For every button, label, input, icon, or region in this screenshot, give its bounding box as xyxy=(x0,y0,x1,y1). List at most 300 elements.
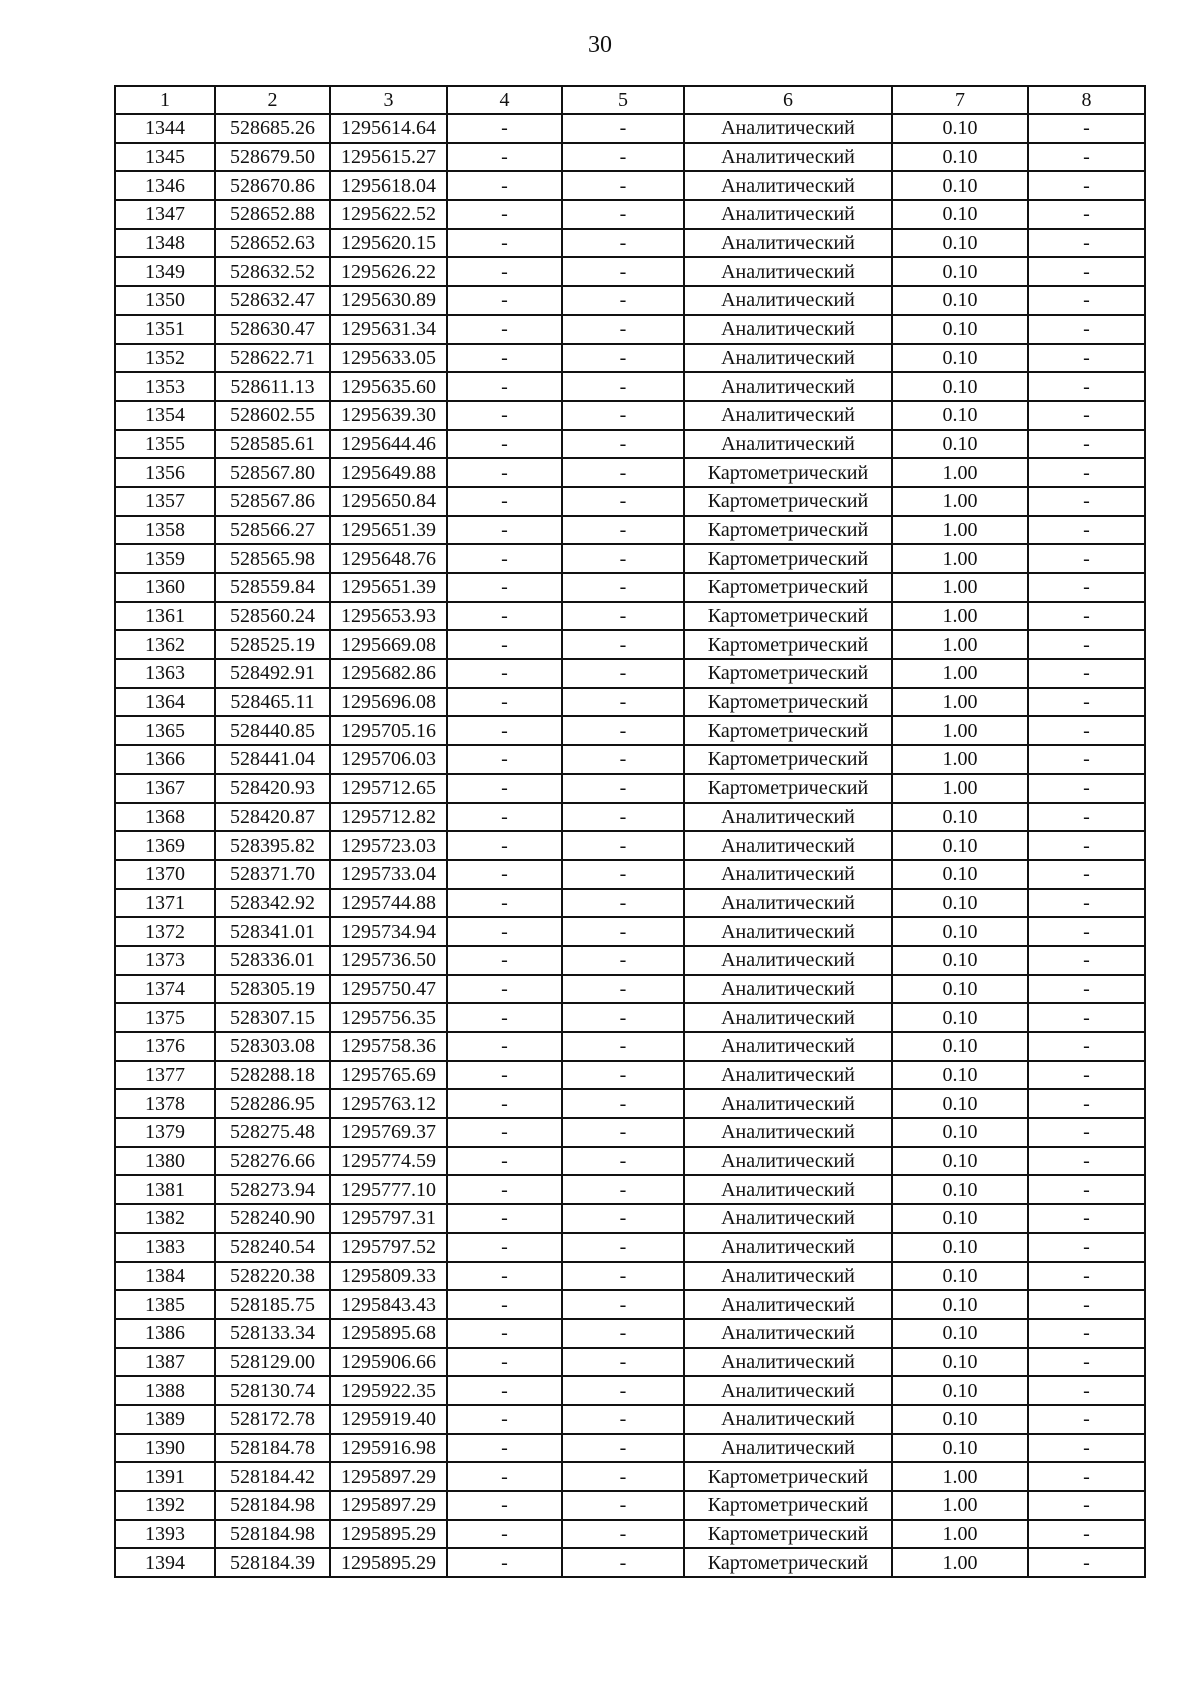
column-8-cell: - xyxy=(1028,315,1145,344)
column-4-cell: - xyxy=(447,1175,562,1204)
accuracy-cell: 0.10 xyxy=(892,803,1028,832)
column-5-cell: - xyxy=(562,1147,684,1176)
y-coordinate-cell: 1295809.33 xyxy=(330,1262,447,1291)
column-4-cell: - xyxy=(447,1089,562,1118)
accuracy-cell: 0.10 xyxy=(892,1348,1028,1377)
column-5-cell: - xyxy=(562,1462,684,1491)
column-5-cell: - xyxy=(562,975,684,1004)
x-coordinate-cell: 528465.11 xyxy=(215,688,330,717)
column-4-cell: - xyxy=(447,487,562,516)
column-8-cell: - xyxy=(1028,917,1145,946)
x-coordinate-cell: 528567.86 xyxy=(215,487,330,516)
y-coordinate-cell: 1295895.68 xyxy=(330,1319,447,1348)
method-cell: Аналитический xyxy=(684,803,892,832)
x-coordinate-cell: 528670.86 xyxy=(215,171,330,200)
column-4-cell: - xyxy=(447,889,562,918)
y-coordinate-cell: 1295682.86 xyxy=(330,659,447,688)
point-number-cell: 1373 xyxy=(115,946,215,975)
point-number-cell: 1356 xyxy=(115,458,215,487)
y-coordinate-cell: 1295895.29 xyxy=(330,1520,447,1549)
table-row xyxy=(115,401,1145,430)
column-4-cell: - xyxy=(447,716,562,745)
column-4-cell: - xyxy=(447,1061,562,1090)
column-5-cell: - xyxy=(562,171,684,200)
x-coordinate-cell: 528567.80 xyxy=(215,458,330,487)
column-4-cell: - xyxy=(447,344,562,373)
column-8-cell: - xyxy=(1028,286,1145,315)
x-coordinate-cell: 528133.34 xyxy=(215,1319,330,1348)
table-row xyxy=(115,1089,1145,1118)
accuracy-cell: 0.10 xyxy=(892,1204,1028,1233)
accuracy-cell: 1.00 xyxy=(892,630,1028,659)
x-coordinate-cell: 528172.78 xyxy=(215,1405,330,1434)
point-number-cell: 1346 xyxy=(115,171,215,200)
accuracy-cell: 0.10 xyxy=(892,200,1028,229)
table-row xyxy=(115,1032,1145,1061)
column-5-cell: - xyxy=(562,544,684,573)
column-8-cell: - xyxy=(1028,716,1145,745)
column-4-cell: - xyxy=(447,1548,562,1577)
column-header: 2 xyxy=(215,86,330,114)
x-coordinate-cell: 528130.74 xyxy=(215,1376,330,1405)
method-cell: Картометрический xyxy=(684,516,892,545)
column-4-cell: - xyxy=(447,1520,562,1549)
column-5-cell: - xyxy=(562,1376,684,1405)
method-cell: Аналитический xyxy=(684,1405,892,1434)
column-4-cell: - xyxy=(447,688,562,717)
column-4-cell: - xyxy=(447,286,562,315)
accuracy-cell: 0.10 xyxy=(892,1089,1028,1118)
column-4-cell: - xyxy=(447,602,562,631)
column-8-cell: - xyxy=(1028,229,1145,258)
x-coordinate-cell: 528305.19 xyxy=(215,975,330,1004)
accuracy-cell: 0.10 xyxy=(892,1405,1028,1434)
y-coordinate-cell: 1295696.08 xyxy=(330,688,447,717)
column-4-cell: - xyxy=(447,630,562,659)
column-8-cell: - xyxy=(1028,401,1145,430)
point-number-cell: 1390 xyxy=(115,1434,215,1463)
method-cell: Аналитический xyxy=(684,946,892,975)
y-coordinate-cell: 1295797.31 xyxy=(330,1204,447,1233)
point-number-cell: 1379 xyxy=(115,1118,215,1147)
accuracy-cell: 0.10 xyxy=(892,1262,1028,1291)
column-4-cell: - xyxy=(447,200,562,229)
accuracy-cell: 0.10 xyxy=(892,1319,1028,1348)
column-4-cell: - xyxy=(447,544,562,573)
column-4-cell: - xyxy=(447,975,562,1004)
column-4-cell: - xyxy=(447,774,562,803)
x-coordinate-cell: 528440.85 xyxy=(215,716,330,745)
column-4-cell: - xyxy=(447,573,562,602)
y-coordinate-cell: 1295653.93 xyxy=(330,602,447,631)
accuracy-cell: 1.00 xyxy=(892,659,1028,688)
table-row xyxy=(115,114,1145,143)
point-number-cell: 1344 xyxy=(115,114,215,143)
x-coordinate-cell: 528129.00 xyxy=(215,1348,330,1377)
page-number: 30 xyxy=(588,32,612,58)
table-row xyxy=(115,458,1145,487)
point-number-cell: 1375 xyxy=(115,1003,215,1032)
x-coordinate-cell: 528184.39 xyxy=(215,1548,330,1577)
accuracy-cell: 0.10 xyxy=(892,1061,1028,1090)
y-coordinate-cell: 1295723.03 xyxy=(330,831,447,860)
column-5-cell: - xyxy=(562,1118,684,1147)
column-8-cell: - xyxy=(1028,257,1145,286)
point-number-cell: 1354 xyxy=(115,401,215,430)
y-coordinate-cell: 1295650.84 xyxy=(330,487,447,516)
x-coordinate-cell: 528622.71 xyxy=(215,344,330,373)
column-8-cell: - xyxy=(1028,1233,1145,1262)
column-5-cell: - xyxy=(562,1262,684,1291)
column-5-cell: - xyxy=(562,430,684,459)
y-coordinate-cell: 1295897.29 xyxy=(330,1462,447,1491)
column-8-cell: - xyxy=(1028,774,1145,803)
column-8-cell: - xyxy=(1028,1520,1145,1549)
table-row xyxy=(115,716,1145,745)
point-number-cell: 1370 xyxy=(115,860,215,889)
table-row xyxy=(115,1434,1145,1463)
column-8-cell: - xyxy=(1028,745,1145,774)
method-cell: Аналитический xyxy=(684,257,892,286)
coordinates-table xyxy=(114,85,1146,1578)
accuracy-cell: 1.00 xyxy=(892,716,1028,745)
accuracy-cell: 0.10 xyxy=(892,975,1028,1004)
table-row xyxy=(115,630,1145,659)
column-5-cell: - xyxy=(562,1175,684,1204)
accuracy-cell: 0.10 xyxy=(892,257,1028,286)
x-coordinate-cell: 528441.04 xyxy=(215,745,330,774)
column-4-cell: - xyxy=(447,803,562,832)
column-4-cell: - xyxy=(447,1405,562,1434)
column-8-cell: - xyxy=(1028,1262,1145,1291)
table-row xyxy=(115,889,1145,918)
method-cell: Аналитический xyxy=(684,229,892,258)
column-4-cell: - xyxy=(447,430,562,459)
y-coordinate-cell: 1295633.05 xyxy=(330,344,447,373)
method-cell: Картометрический xyxy=(684,487,892,516)
y-coordinate-cell: 1295712.65 xyxy=(330,774,447,803)
method-cell: Картометрический xyxy=(684,1548,892,1577)
y-coordinate-cell: 1295614.64 xyxy=(330,114,447,143)
accuracy-cell: 1.00 xyxy=(892,573,1028,602)
table-row xyxy=(115,1175,1145,1204)
column-5-cell: - xyxy=(562,1548,684,1577)
point-number-cell: 1357 xyxy=(115,487,215,516)
y-coordinate-cell: 1295615.27 xyxy=(330,143,447,172)
y-coordinate-cell: 1295635.60 xyxy=(330,372,447,401)
x-coordinate-cell: 528184.78 xyxy=(215,1434,330,1463)
table-row xyxy=(115,1233,1145,1262)
table-row xyxy=(115,1147,1145,1176)
column-5-cell: - xyxy=(562,1348,684,1377)
point-number-cell: 1369 xyxy=(115,831,215,860)
table-row xyxy=(115,917,1145,946)
accuracy-cell: 0.10 xyxy=(892,1290,1028,1319)
column-5-cell: - xyxy=(562,860,684,889)
table-row xyxy=(115,1003,1145,1032)
point-number-cell: 1349 xyxy=(115,257,215,286)
point-number-cell: 1389 xyxy=(115,1405,215,1434)
column-4-cell: - xyxy=(447,1462,562,1491)
table-row xyxy=(115,774,1145,803)
column-5-cell: - xyxy=(562,946,684,975)
column-4-cell: - xyxy=(447,946,562,975)
column-5-cell: - xyxy=(562,1061,684,1090)
method-cell: Аналитический xyxy=(684,1003,892,1032)
table-row xyxy=(115,1462,1145,1491)
column-8-cell: - xyxy=(1028,1290,1145,1319)
column-8-cell: - xyxy=(1028,573,1145,602)
accuracy-cell: 0.10 xyxy=(892,1233,1028,1262)
table-row xyxy=(115,315,1145,344)
column-5-cell: - xyxy=(562,114,684,143)
method-cell: Аналитический xyxy=(684,1061,892,1090)
column-4-cell: - xyxy=(447,659,562,688)
table-row xyxy=(115,1204,1145,1233)
column-8-cell: - xyxy=(1028,1319,1145,1348)
y-coordinate-cell: 1295734.94 xyxy=(330,917,447,946)
y-coordinate-cell: 1295631.34 xyxy=(330,315,447,344)
accuracy-cell: 0.10 xyxy=(892,889,1028,918)
column-5-cell: - xyxy=(562,1089,684,1118)
column-4-cell: - xyxy=(447,315,562,344)
y-coordinate-cell: 1295733.04 xyxy=(330,860,447,889)
column-5-cell: - xyxy=(562,1319,684,1348)
x-coordinate-cell: 528341.01 xyxy=(215,917,330,946)
table-row xyxy=(115,1520,1145,1549)
point-number-cell: 1345 xyxy=(115,143,215,172)
x-coordinate-cell: 528420.93 xyxy=(215,774,330,803)
y-coordinate-cell: 1295897.29 xyxy=(330,1491,447,1520)
column-8-cell: - xyxy=(1028,372,1145,401)
x-coordinate-cell: 528565.98 xyxy=(215,544,330,573)
table-row xyxy=(115,1405,1145,1434)
method-cell: Картометрический xyxy=(684,458,892,487)
y-coordinate-cell: 1295644.46 xyxy=(330,430,447,459)
column-5-cell: - xyxy=(562,774,684,803)
x-coordinate-cell: 528184.98 xyxy=(215,1491,330,1520)
y-coordinate-cell: 1295651.39 xyxy=(330,516,447,545)
accuracy-cell: 0.10 xyxy=(892,1032,1028,1061)
x-coordinate-cell: 528611.13 xyxy=(215,372,330,401)
x-coordinate-cell: 528420.87 xyxy=(215,803,330,832)
accuracy-cell: 0.10 xyxy=(892,1376,1028,1405)
column-8-cell: - xyxy=(1028,1491,1145,1520)
table-row xyxy=(115,1491,1145,1520)
column-8-cell: - xyxy=(1028,143,1145,172)
accuracy-cell: 0.10 xyxy=(892,831,1028,860)
table-row xyxy=(115,200,1145,229)
accuracy-cell: 1.00 xyxy=(892,774,1028,803)
method-cell: Аналитический xyxy=(684,1262,892,1291)
method-cell: Аналитический xyxy=(684,200,892,229)
column-4-cell: - xyxy=(447,143,562,172)
accuracy-cell: 1.00 xyxy=(892,516,1028,545)
y-coordinate-cell: 1295651.39 xyxy=(330,573,447,602)
column-8-cell: - xyxy=(1028,1462,1145,1491)
column-8-cell: - xyxy=(1028,200,1145,229)
x-coordinate-cell: 528652.88 xyxy=(215,200,330,229)
column-5-cell: - xyxy=(562,889,684,918)
point-number-cell: 1384 xyxy=(115,1262,215,1291)
y-coordinate-cell: 1295922.35 xyxy=(330,1376,447,1405)
table-row xyxy=(115,1118,1145,1147)
table-row xyxy=(115,286,1145,315)
y-coordinate-cell: 1295705.16 xyxy=(330,716,447,745)
x-coordinate-cell: 528560.24 xyxy=(215,602,330,631)
table-row xyxy=(115,1061,1145,1090)
method-cell: Аналитический xyxy=(684,286,892,315)
column-8-cell: - xyxy=(1028,114,1145,143)
x-coordinate-cell: 528632.52 xyxy=(215,257,330,286)
method-cell: Картометрический xyxy=(684,630,892,659)
x-coordinate-cell: 528492.91 xyxy=(215,659,330,688)
point-number-cell: 1353 xyxy=(115,372,215,401)
point-number-cell: 1372 xyxy=(115,917,215,946)
column-5-cell: - xyxy=(562,659,684,688)
column-4-cell: - xyxy=(447,516,562,545)
y-coordinate-cell: 1295756.35 xyxy=(330,1003,447,1032)
point-number-cell: 1350 xyxy=(115,286,215,315)
y-coordinate-cell: 1295906.66 xyxy=(330,1348,447,1377)
column-8-cell: - xyxy=(1028,1548,1145,1577)
accuracy-cell: 0.10 xyxy=(892,229,1028,258)
table-row xyxy=(115,602,1145,631)
column-5-cell: - xyxy=(562,716,684,745)
method-cell: Картометрический xyxy=(684,659,892,688)
y-coordinate-cell: 1295843.43 xyxy=(330,1290,447,1319)
column-header: 3 xyxy=(330,86,447,114)
column-5-cell: - xyxy=(562,1520,684,1549)
y-coordinate-cell: 1295777.10 xyxy=(330,1175,447,1204)
column-8-cell: - xyxy=(1028,344,1145,373)
method-cell: Картометрический xyxy=(684,602,892,631)
column-4-cell: - xyxy=(447,229,562,258)
x-coordinate-cell: 528286.95 xyxy=(215,1089,330,1118)
accuracy-cell: 0.10 xyxy=(892,946,1028,975)
column-5-cell: - xyxy=(562,1204,684,1233)
x-coordinate-cell: 528679.50 xyxy=(215,143,330,172)
column-8-cell: - xyxy=(1028,1405,1145,1434)
x-coordinate-cell: 528273.94 xyxy=(215,1175,330,1204)
table-row xyxy=(115,946,1145,975)
point-number-cell: 1362 xyxy=(115,630,215,659)
x-coordinate-cell: 528371.70 xyxy=(215,860,330,889)
table-row xyxy=(115,1262,1145,1291)
accuracy-cell: 0.10 xyxy=(892,860,1028,889)
column-4-cell: - xyxy=(447,458,562,487)
column-4-cell: - xyxy=(447,1290,562,1319)
accuracy-cell: 1.00 xyxy=(892,688,1028,717)
y-coordinate-cell: 1295758.36 xyxy=(330,1032,447,1061)
column-8-cell: - xyxy=(1028,1032,1145,1061)
point-number-cell: 1363 xyxy=(115,659,215,688)
column-5-cell: - xyxy=(562,229,684,258)
point-number-cell: 1385 xyxy=(115,1290,215,1319)
table-row xyxy=(115,171,1145,200)
accuracy-cell: 1.00 xyxy=(892,1520,1028,1549)
table-row xyxy=(115,229,1145,258)
x-coordinate-cell: 528240.90 xyxy=(215,1204,330,1233)
x-coordinate-cell: 528685.26 xyxy=(215,114,330,143)
accuracy-cell: 1.00 xyxy=(892,1548,1028,1577)
point-number-cell: 1367 xyxy=(115,774,215,803)
point-number-cell: 1365 xyxy=(115,716,215,745)
column-4-cell: - xyxy=(447,917,562,946)
column-8-cell: - xyxy=(1028,1204,1145,1233)
y-coordinate-cell: 1295769.37 xyxy=(330,1118,447,1147)
column-8-cell: - xyxy=(1028,1089,1145,1118)
accuracy-cell: 0.10 xyxy=(892,114,1028,143)
point-number-cell: 1378 xyxy=(115,1089,215,1118)
column-4-cell: - xyxy=(447,1032,562,1061)
y-coordinate-cell: 1295797.52 xyxy=(330,1233,447,1262)
y-coordinate-cell: 1295774.59 xyxy=(330,1147,447,1176)
column-header: 7 xyxy=(892,86,1028,114)
method-cell: Картометрический xyxy=(684,1520,892,1549)
column-header: 6 xyxy=(684,86,892,114)
table-row xyxy=(115,1319,1145,1348)
accuracy-cell: 0.10 xyxy=(892,344,1028,373)
point-number-cell: 1388 xyxy=(115,1376,215,1405)
method-cell: Аналитический xyxy=(684,171,892,200)
column-8-cell: - xyxy=(1028,487,1145,516)
column-8-cell: - xyxy=(1028,430,1145,459)
point-number-cell: 1382 xyxy=(115,1204,215,1233)
column-8-cell: - xyxy=(1028,1376,1145,1405)
table-row xyxy=(115,257,1145,286)
x-coordinate-cell: 528303.08 xyxy=(215,1032,330,1061)
column-8-cell: - xyxy=(1028,1118,1145,1147)
column-5-cell: - xyxy=(562,257,684,286)
column-4-cell: - xyxy=(447,1118,562,1147)
y-coordinate-cell: 1295618.04 xyxy=(330,171,447,200)
accuracy-cell: 1.00 xyxy=(892,1462,1028,1491)
column-8-cell: - xyxy=(1028,946,1145,975)
column-4-cell: - xyxy=(447,1003,562,1032)
point-number-cell: 1391 xyxy=(115,1462,215,1491)
x-coordinate-cell: 528559.84 xyxy=(215,573,330,602)
column-4-cell: - xyxy=(447,171,562,200)
table-row xyxy=(115,1548,1145,1577)
column-4-cell: - xyxy=(447,372,562,401)
y-coordinate-cell: 1295648.76 xyxy=(330,544,447,573)
column-5-cell: - xyxy=(562,458,684,487)
table-row xyxy=(115,831,1145,860)
x-coordinate-cell: 528288.18 xyxy=(215,1061,330,1090)
column-5-cell: - xyxy=(562,1491,684,1520)
column-5-cell: - xyxy=(562,630,684,659)
y-coordinate-cell: 1295669.08 xyxy=(330,630,447,659)
method-cell: Картометрический xyxy=(684,573,892,602)
method-cell: Аналитический xyxy=(684,430,892,459)
point-number-cell: 1358 xyxy=(115,516,215,545)
table-row xyxy=(115,430,1145,459)
table-row xyxy=(115,544,1145,573)
method-cell: Аналитический xyxy=(684,1118,892,1147)
table-row xyxy=(115,143,1145,172)
column-4-cell: - xyxy=(447,1491,562,1520)
column-4-cell: - xyxy=(447,860,562,889)
method-cell: Аналитический xyxy=(684,1175,892,1204)
method-cell: Аналитический xyxy=(684,1233,892,1262)
x-coordinate-cell: 528632.47 xyxy=(215,286,330,315)
table-row xyxy=(115,573,1145,602)
y-coordinate-cell: 1295639.30 xyxy=(330,401,447,430)
column-5-cell: - xyxy=(562,372,684,401)
table-row xyxy=(115,659,1145,688)
method-cell: Аналитический xyxy=(684,1348,892,1377)
